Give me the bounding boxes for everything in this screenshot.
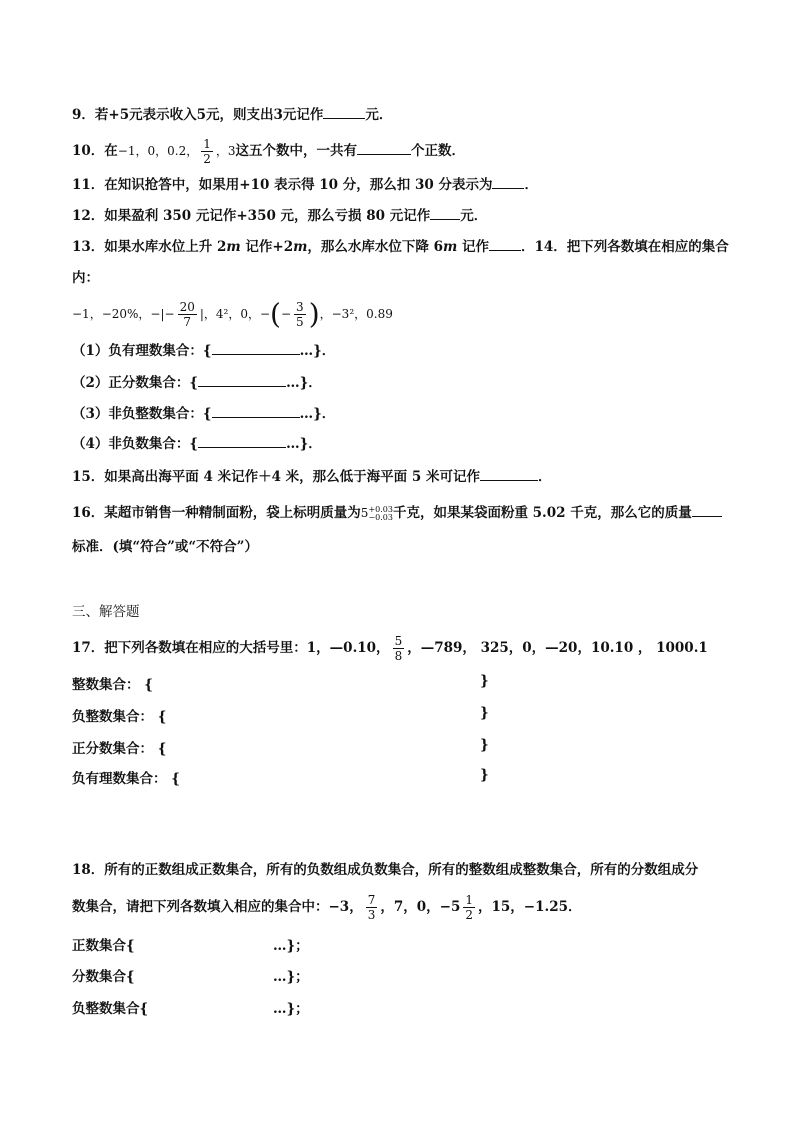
q13-text-b: 记作+2	[240, 239, 294, 255]
set-answer-blank[interactable]	[198, 433, 286, 448]
q18-set-positive-label: 正数集合{	[72, 938, 135, 954]
q18-set-fractions-label: 分数集合{	[72, 969, 135, 985]
set-label: （4）非负数集合：{	[72, 436, 199, 452]
minus-sign: −	[280, 307, 292, 321]
q14-set-3	[72, 403, 335, 424]
q17-set-neg-rationals-close: }	[480, 767, 489, 783]
q14-number-list	[72, 297, 393, 331]
q17-set-neg-integers-close: }	[480, 705, 489, 721]
set-close: …}．	[286, 436, 322, 452]
question-12	[72, 205, 487, 226]
fraction-1-2	[463, 893, 475, 922]
fraction-numerator: 7	[367, 893, 376, 907]
question-16	[72, 502, 722, 523]
answer-blank[interactable]	[480, 466, 538, 481]
q13-text-a: 13．如果水库水位上升 2	[72, 239, 227, 255]
fraction-denominator: 2	[203, 152, 211, 166]
q18-text-b: ，7，0，−5	[380, 899, 461, 915]
q11-text: 11．在知识抢答中，如果用+10 表示得 10 分，那么扣 30 分表示为	[72, 177, 493, 193]
fraction-denominator: 7	[183, 315, 192, 329]
q15-text: 15．如果高出海平面 4 米记作＋4 米，那么低于海平面 5 米可记作	[72, 469, 480, 485]
q18-line2	[72, 893, 581, 922]
q10-numbers-a: −1，0，0.2，	[117, 144, 199, 158]
question-17	[72, 634, 708, 663]
answer-blank[interactable]	[492, 174, 524, 189]
fraction-numerator: 1	[465, 893, 473, 907]
answer-blank[interactable]	[692, 502, 722, 517]
fraction-denominator: 8	[394, 649, 403, 663]
q18-set-positive-close: …}；	[273, 938, 309, 954]
answer-blank[interactable]	[357, 140, 411, 155]
fraction-denominator: 3	[367, 908, 376, 922]
set-label: （2）正分数集合：{	[72, 375, 199, 391]
set-close: …}．	[299, 406, 336, 422]
question-10	[72, 137, 465, 166]
q17-set-pos-fractions-label: 正分数集合： {	[72, 741, 167, 757]
tolerance-upper: +0.03	[368, 504, 393, 514]
fraction-numerator: 3	[296, 300, 304, 314]
q13-unit-m: m	[226, 239, 241, 255]
q13-text-c: ，那么水库水位下降 6	[307, 239, 443, 255]
q14-intro: ．14．把下列各数填在相应的集合	[520, 239, 729, 255]
set-close: …}．	[299, 343, 336, 359]
q18-set-neg-integers-label: 负整数集合{	[72, 1001, 149, 1017]
fraction-3-5	[294, 300, 306, 329]
question-11	[72, 174, 538, 195]
q10-mid: 这五个数中，一共有	[235, 143, 357, 159]
q12-tail: 元．	[460, 208, 488, 224]
q15-tail: ．	[537, 469, 552, 485]
question-18: 18．所有的正数组成正数集合，所有的负数组成负数集合，所有的整数组成整数集合，所有的分数组成分	[72, 862, 699, 878]
q9-text: 9．若+5元表示收入5元，则支出3元记作	[72, 107, 324, 123]
q16-text-a: 16．某超市销售一种精制面粉，袋上标明质量为	[72, 505, 361, 521]
q13-unit-m: m	[293, 239, 308, 255]
q17-set-neg-rationals-label: 负有理数集合： {	[72, 771, 180, 787]
q18-set-fractions-close: …}；	[273, 969, 309, 985]
fraction-20-7	[178, 300, 197, 329]
q17-set-integers-close: }	[480, 673, 489, 689]
set-label: （1）负有理数集合：{	[72, 343, 212, 359]
q17-set-pos-fractions-close: }	[480, 737, 489, 753]
q11-tail: ．	[524, 177, 538, 193]
question-13	[72, 236, 729, 257]
tolerance-lower: −0.03	[368, 512, 393, 522]
q14-set-2	[72, 372, 322, 393]
section-heading: 三、解答题	[72, 604, 140, 620]
q17-text-b: ，—789， 325，0，—20，10.10 ， 1000.1	[407, 640, 708, 656]
answer-blank[interactable]	[430, 205, 460, 220]
q14-numbers-b: |，4²，0，−	[199, 307, 271, 321]
q12-text: 12．如果盈利 350 元记作+350 元，那么亏损 80 元记作	[72, 208, 431, 224]
paren-left: (	[270, 297, 281, 331]
fraction-one-half	[201, 137, 213, 166]
set-close: …}．	[286, 375, 322, 391]
fraction-numerator: 5	[394, 634, 403, 648]
set-answer-blank[interactable]	[212, 340, 300, 355]
fraction-numerator: 20	[179, 300, 195, 314]
q18-text-c: ，15，−1.25．	[478, 899, 582, 915]
answer-blank[interactable]	[489, 236, 521, 251]
q9-tail: 元．	[365, 107, 393, 123]
q14-set-4	[72, 433, 322, 454]
set-answer-blank[interactable]	[198, 372, 286, 387]
q10-tail: 个正数．	[411, 143, 465, 159]
q16-text-b: 千克，如果某袋面粉重 5.02 千克，那么它的质量	[392, 505, 692, 521]
q14-set-1	[72, 340, 335, 361]
tolerance-base: 5	[360, 506, 369, 520]
fraction-numerator: 1	[203, 137, 211, 151]
q18-set-neg-integers-close: …}；	[273, 1001, 309, 1017]
q16-line2: 标准．(填“符合”或“不符合”）	[72, 539, 258, 555]
question-15	[72, 466, 551, 487]
q14-numbers-c: ，−3²，0.89	[319, 307, 393, 321]
q13-text-d: 记作	[457, 239, 489, 255]
fraction-7-3	[366, 893, 378, 922]
question-9	[72, 104, 392, 125]
q14-intro-cont: 内：	[72, 270, 99, 286]
paren-right: )	[308, 297, 320, 331]
q17-text-a: 17．把下列各数填在相应的大括号里：1，—0.10，	[72, 640, 390, 656]
set-label: （3）非负整数集合：{	[72, 406, 212, 422]
q17-set-neg-integers-label: 负整数集合： {	[72, 709, 167, 725]
fraction-denominator: 2	[465, 908, 473, 922]
q17-set-integers-label: 整数集合： {	[72, 677, 153, 693]
fraction-5-8	[393, 634, 405, 663]
q13-unit-m: m	[442, 239, 458, 255]
tolerance	[368, 506, 393, 522]
set-answer-blank[interactable]	[212, 403, 300, 418]
answer-blank[interactable]	[323, 104, 365, 119]
fraction-denominator: 5	[296, 315, 304, 329]
q10-numbers-b: ，3	[215, 144, 236, 158]
q10-pre: 10．在	[72, 143, 118, 159]
q14-numbers-a: −1，−20%，−|−	[72, 307, 175, 321]
q18-text-a: 数集合，请把下列各数填入相应的集合中：−3，	[72, 899, 363, 915]
